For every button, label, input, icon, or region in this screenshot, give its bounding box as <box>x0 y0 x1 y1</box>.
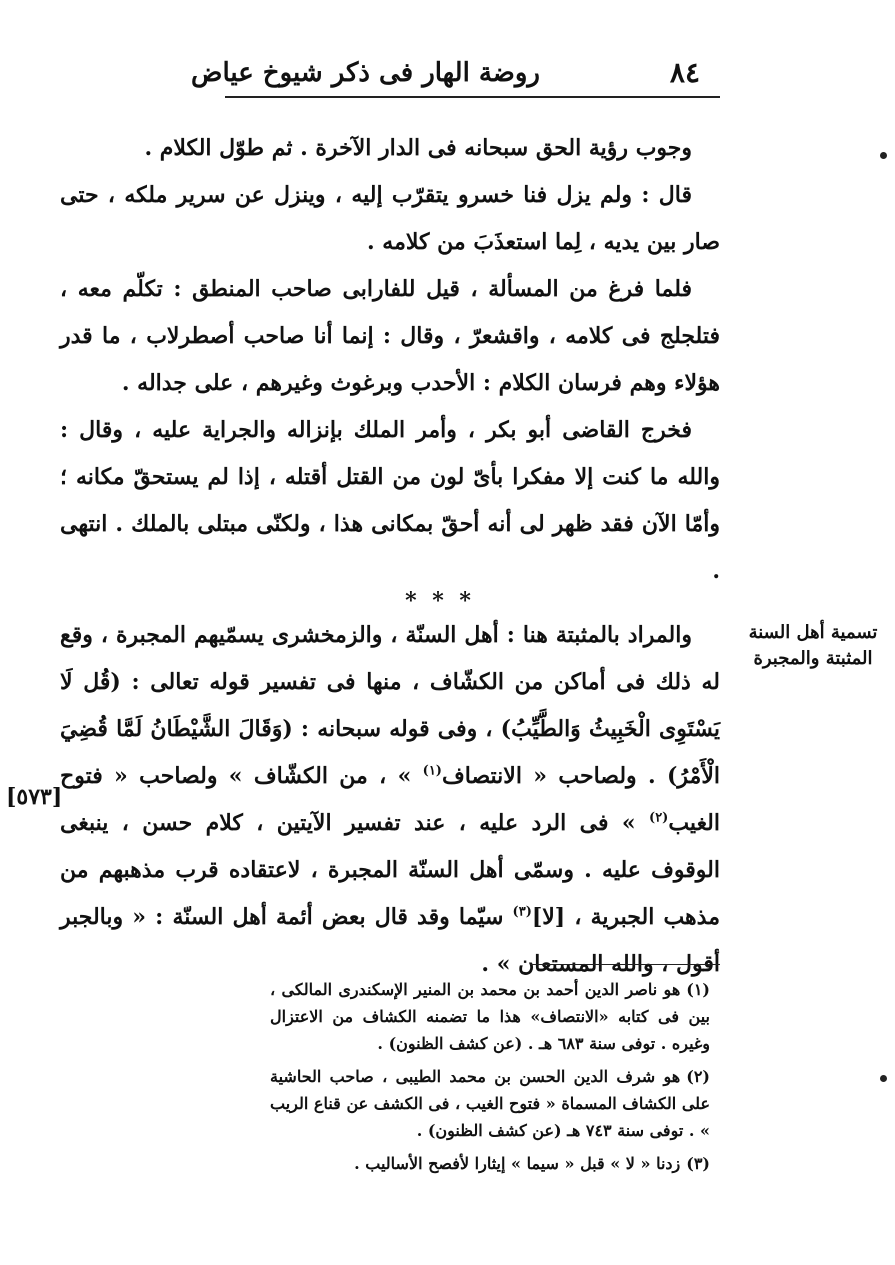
scan-mark-dot <box>880 1075 887 1082</box>
section-text-part-4: سيّما وقد قال بعض أئمة أهل السنّة : « وبالجبر أقول ، والله المستعان » . <box>60 904 720 977</box>
footnote-ref-2: (٢) <box>649 810 669 826</box>
page-number: ٨٤ <box>669 56 700 89</box>
paragraph-4: فخرج القاضى أبو بكر ، وأمر الملك بإنزاله والجراية عليه ، وقال : والله ما كنت إلا مفكرا بأىّ لون من القتل أقتله ، إذا لم يستحقّ مكانه ؛ وأمّا الآن فقد ظهر لى أنه أحقّ بمكانى هذا ، ولكنّى مبتلى بالملك . انتهى . <box>60 417 720 584</box>
footnote-ref-3: (٣) <box>512 904 532 920</box>
footnote-number: (٢) <box>686 1067 710 1086</box>
section-divider-stars: * * * <box>405 588 475 614</box>
footnote-number: (٣) <box>686 1154 710 1173</box>
footnote-number: (١) <box>686 980 710 999</box>
footnote-3 <box>270 1150 710 1177</box>
paragraph-2: قال : ولم يزل فنا خسرو يتقرّب إليه ، وينزل عن سرير ملكه ، حتى صار بين يديه ، لِما استعذَبَ من كلامه . <box>60 182 720 255</box>
footnote-ref-1: (١) <box>422 763 442 779</box>
footnote-text: زدنا « لا » قبل « سيما » إيثارا لأفصح الأساليب . <box>354 1154 681 1173</box>
scan-mark-dot <box>880 152 887 159</box>
paragraph-1: وجوب رؤية الحق سبحانه فى الدار الآخرة . ثم طوّل الكلام . <box>144 135 692 161</box>
footnote-separator <box>530 964 720 965</box>
paragraph-3: فلما فرغ من المسألة ، قيل للفارابى صاحب المنطق : تكلّم معه ، فتلجلج فى كلامه ، واقشعرّ ، وقال : إنما أنا صاحب أصطرلاب ، ما قدر هؤلاء وهم فرسان الكلام : الأحدب وبرغوث وغيرهم ، على جداله . <box>60 276 720 396</box>
main-text-block <box>60 125 720 595</box>
page-marker: [٥٧٣] <box>6 784 63 810</box>
page-header <box>191 52 720 98</box>
footnote-2 <box>270 1063 710 1144</box>
footnote-text: هو شرف الدين الحسن بن محمد الطيبى ، صاحب الحاشية على الكشاف المسماة « فتوح الغيب ، فى الكشف عن قناع الريب » . توفى سنة ٧٤٣ هـ (عن كشف الظنون) . <box>270 1067 710 1140</box>
margin-note: تسمية أهل السنة المثبتة والمجبرة <box>748 622 878 669</box>
footnote-text: هو ناصر الدين أحمد بن محمد بن المنير الإسكندرى المالكى ، بين فى كتابه «الانتصاف» هذا ما تضمنه الكشاف من الاعتزال وغيره . توفى سنة ٦٨٣ هـ . (عن كشف الظنون) . <box>270 980 710 1053</box>
section-text-block <box>60 612 720 988</box>
running-title: روضة الهار فى ذكر شيوخ عياض <box>191 58 540 88</box>
footnotes-block <box>270 976 710 1183</box>
footnote-1 <box>270 976 710 1057</box>
section-text-part-3: » فى الرد عليه ، عند تفسير الآيتين ، كلام حسن ، ينبغى الوقوف عليه . وسمّى أهل السنّة المجبرة ، لاعتقاده قرب مذهبهم من مذهب الجبرية ، [لا] <box>60 810 720 930</box>
section-text-part-1: والمراد بالمثبتة هنا : أهل السنّة ، والزمخشرى يسمّيهم المجبرة ، وقع له ذلك فى أماكن من الكشّاف ، منها فى تفسير قوله تعالى : (قُل لَا يَسْتَوِى الْخَبِيثُ وَالطَّيِّبُ) ، وفى قوله سبحانه : (وَقَالَ الشَّيْطَانُ لَمَّا قُضِيَ الْأَمْرُ) . ولصاحب « الانتصاف <box>60 622 721 789</box>
section-text-part-2: » ، من الكشّاف » ولصاحب « فتوح الغيب <box>60 763 720 836</box>
section-paragraph <box>60 612 720 988</box>
